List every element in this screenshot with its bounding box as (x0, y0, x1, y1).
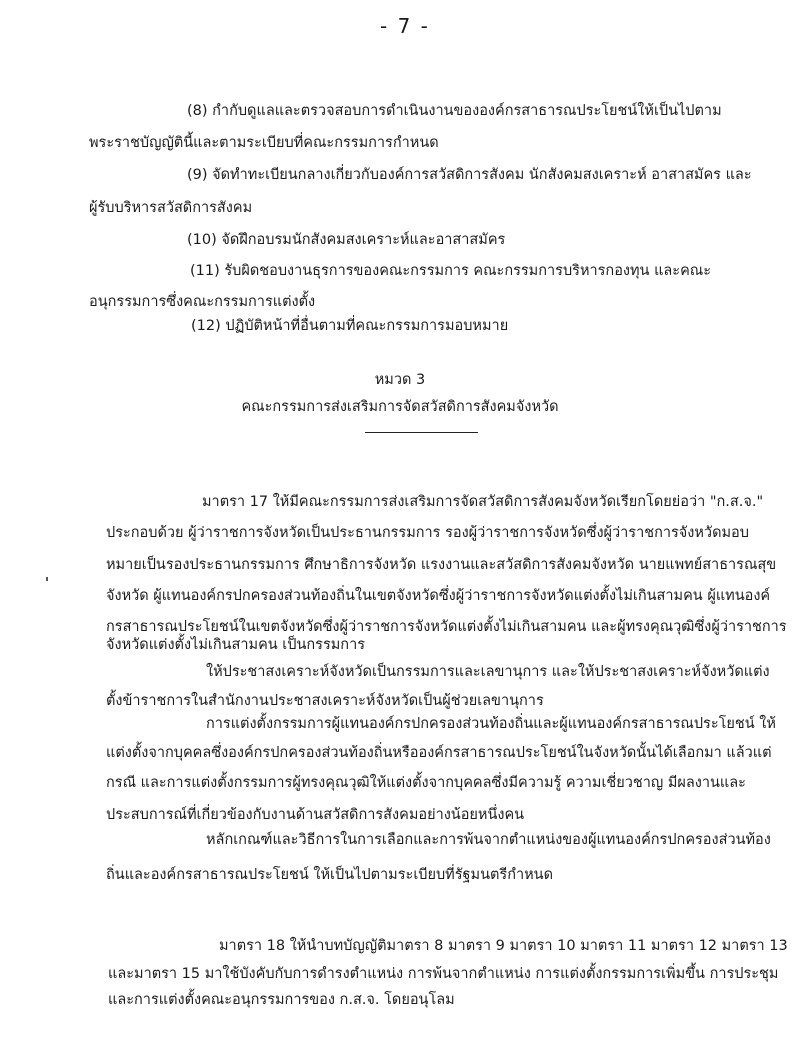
section-17-line: หลักเกณฑ์และวิธีการในการเลือกและการพ้นจากตำแหน่งของผู้แทนองค์กรปกครองส่วนท้อง (206, 832, 771, 848)
chapter-divider (365, 432, 478, 433)
section-17-line: ถิ่นและองค์กรสาธารณประโยชน์ ให้เป็นไปตามระเบียบที่รัฐมนตรีกำหนด (106, 867, 554, 883)
section-17-line: ประสบการณ์ที่เกี่ยวข้องกับงานด้านสวัสดิการสังคมอย่างน้อยหนึ่งคน (106, 807, 525, 823)
section-17-line: จังหวัดแต่งตั้งไม่เกินสามคน เป็นกรรมการ (106, 637, 365, 653)
duty-item-11-line-2: อนุกรรมการซึ่งคณะกรรมการแต่งตั้ง (89, 294, 316, 310)
page-number: - 7 - (380, 14, 430, 38)
duty-item-8-line-2: พระราชบัญญัตินี้และตามระเบียบที่คณะกรรมการกำหนด (89, 135, 439, 151)
section-17-line: การแต่งตั้งกรรมการผู้แทนองค์กรปกครองส่วนท้องถิ่นและผู้แทนองค์กรสาธารณประโยชน์ ให้ (206, 716, 776, 732)
section-17-line: กรสาธารณประโยชน์ในเขตจังหวัดซึ่งผู้ว่าราชการจังหวัดแต่งตั้งไม่เกินสามคน และผู้ทรงคุณวุฒิซึ่งผู้ว่าราชการ (106, 619, 787, 635)
section-18-line: และมาตรา 15 มาใช้บังคับกับการดำรงตำแหน่ง การพ้นจากตำแหน่ง การแต่งตั้งกรรมการเพิ่มขึ้น การประชุม (108, 966, 779, 982)
section-17-line: ให้ประชาสงเคราะห์จังหวัดเป็นกรรมการและเลขานุการ และให้ประชาสงเคราะห์จังหวัดแต่ง (206, 664, 770, 680)
section-17-line: กรณี และการแต่งตั้งกรรมการผู้ทรงคุณวุฒิให้แต่งตั้งจากบุคคลซึ่งมีความรู้ ความเชี่ยวชาญ มีผลงานและ (106, 775, 746, 791)
duty-item-9-line-1: (9) จัดทำทะเบียนกลางเกี่ยวกับองค์การสวัสดิการสังคม นักสังคมสงเคราะห์ อาสาสมัคร และ (187, 167, 752, 183)
section-18-line: มาตรา 18 ให้นำบทบัญญัติมาตรา 8 มาตรา 9 มาตรา 10 มาตรา 11 มาตรา 12 มาตรา 13 (219, 938, 788, 954)
section-17-line: ตั้งข้าราชการในสำนักงานประชาสงเคราะห์จังหวัดเป็นผู้ช่วยเลขานุการ (106, 693, 544, 709)
section-17-line: มาตรา 17 ให้มีคณะกรรมการส่งเสริมการจัดสวัสดิการสังคมจังหวัดเรียกโดยย่อว่า "ก.ส.จ." (202, 494, 764, 510)
duty-item-11-line-1: (11) รับผิดชอบงานธุรการของคณะกรรมการ คณะกรรมการบริหารกองทุน และคณะ (190, 263, 712, 279)
chapter-title: คณะกรรมการส่งเสริมการจัดสวัสดิการสังคมจังหวัด (241, 399, 559, 415)
duty-item-9-line-2: ผู้รับบริหารสวัสดิการสังคม (89, 200, 253, 216)
duty-item-12: (12) ปฏิบัติหน้าที่อื่นตามที่คณะกรรมการมอบหมาย (191, 318, 509, 334)
chapter-number: หมวด 3 (374, 372, 426, 388)
duty-item-10: (10) จัดฝึกอบรมนักสังคมสงเคราะห์และอาสาสมัคร (187, 232, 506, 248)
section-17-line: แต่งตั้งจากบุคคลซึ่งองค์กรปกครองส่วนท้องถิ่นหรือองค์กรสาธารณประโยชน์ในจังหวัดนั้นได้เลือกมา แล้วแต่ (106, 745, 772, 761)
section-18-line: และการแต่งตั้งคณะอนุกรรมการของ ก.ส.จ. โดยอนุโลม (108, 992, 455, 1008)
section-17-line: จังหวัด ผู้แทนองค์กรปกครองส่วนท้องถิ่นในเขตจังหวัดซึ่งผู้ว่าราชการจังหวัดแต่งตั้งไม่เกินสามคน ผู้แทนองค์ (106, 588, 771, 604)
section-17-line: ประกอบด้วย ผู้ว่าราชการจังหวัดเป็นประธานกรรมการ รองผู้ว่าราชการจังหวัดซึ่งผู้ว่าราชการจังหวัดมอบ (106, 525, 749, 541)
duty-item-8-line-1: (8) กำกับดูแลและตรวจสอบการดำเนินงานขององค์กรสาธารณประโยชน์ให้เป็นไปตาม (187, 103, 722, 119)
scan-speck (46, 577, 48, 581)
section-17-line: หมายเป็นรองประธานกรรมการ ศึกษาธิการจังหวัด แรงงานและสวัสดิการสังคมจังหวัด นายแพทย์สาธารณสุข (106, 557, 777, 573)
